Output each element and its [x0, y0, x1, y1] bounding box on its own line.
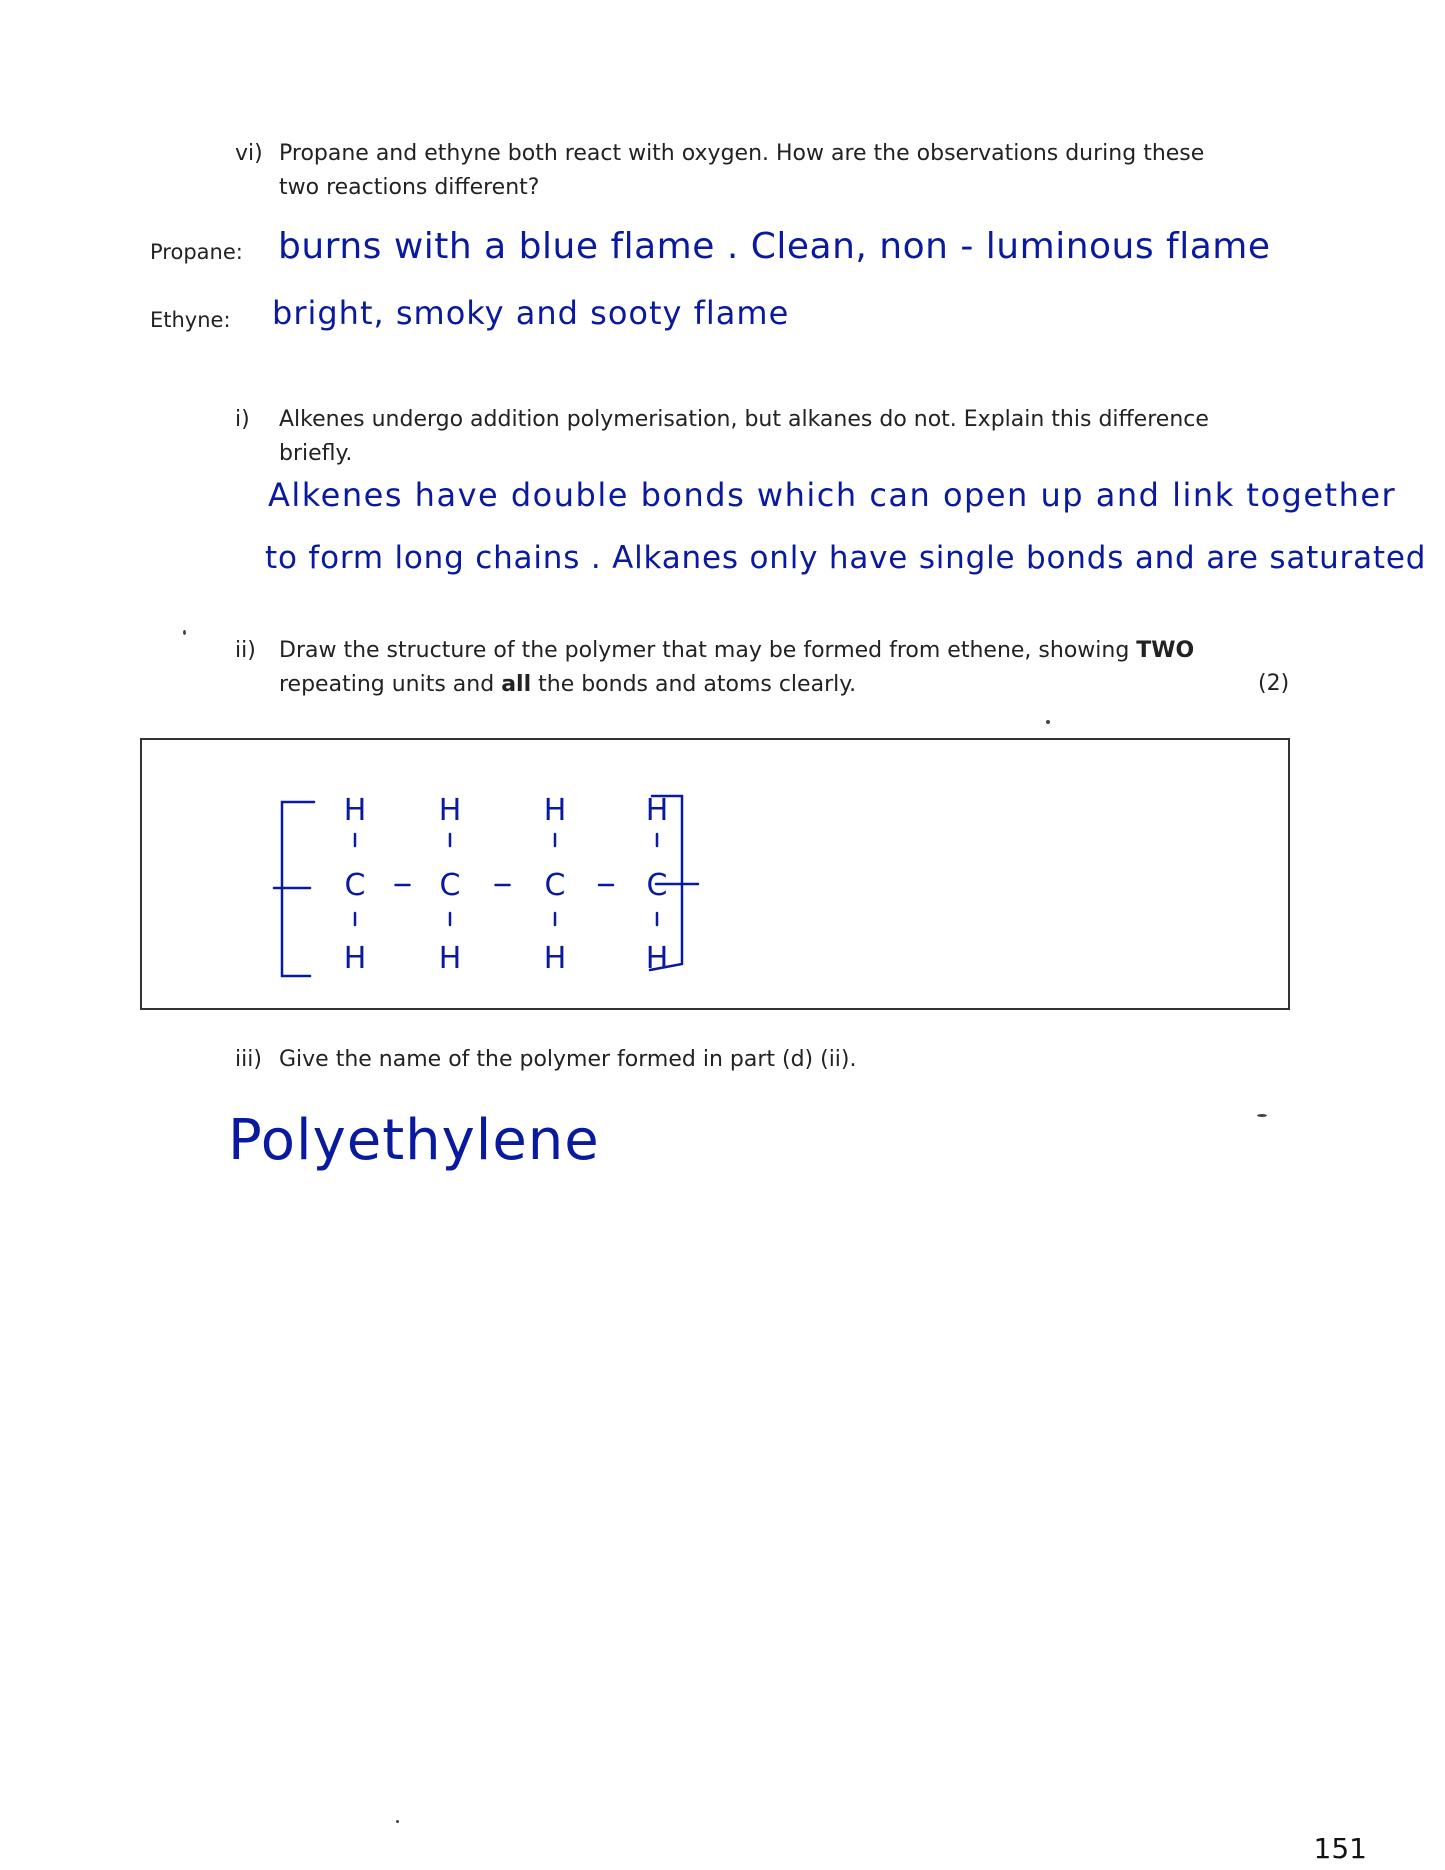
scan-speck — [396, 1820, 399, 1823]
question-iii-number: iii) — [235, 1047, 262, 1072]
question-vi-line1: Propane and ethyne both react with oxygen. How are the observations during these — [279, 141, 1205, 166]
question-iii-answer: Polyethylene — [228, 1108, 600, 1173]
question-iii — [235, 1043, 1295, 1083]
hydrogen-atom-bottom: H — [645, 941, 669, 976]
propane-answer: burns with a blue flame . Clean, non - luminous flame — [278, 226, 1271, 267]
hydrogen-atom-bottom: H — [543, 941, 567, 976]
hydrogen-atom-top: H — [343, 793, 367, 828]
question-ii-line2-text-b: the bonds and atoms clearly. — [531, 672, 857, 697]
question-ii-line1 — [279, 634, 1194, 668]
question-vi-number: vi) — [235, 141, 263, 166]
question-ii-emphasis-two: TWO — [1136, 638, 1195, 663]
ethyne-label: Ethyne: — [150, 308, 231, 332]
page-number: 151 — [1313, 1832, 1367, 1865]
answer-drawing-box — [140, 738, 1290, 1010]
question-ii-line2-text-a: repeating units and — [279, 672, 502, 697]
carbon-atom: C — [344, 868, 366, 903]
question-vi — [235, 137, 1295, 207]
scan-speck — [183, 630, 186, 635]
carbon-atom: C — [646, 868, 668, 903]
hydrogen-atom-top: H — [543, 793, 567, 828]
question-vi-line2: two reactions different? — [279, 175, 540, 200]
question-ii-marks: (2) — [1258, 671, 1290, 696]
ethyne-answer: bright, smoky and sooty flame — [272, 294, 790, 332]
question-i — [235, 403, 1295, 473]
hydrogen-atom-top: H — [645, 793, 669, 828]
question-i-line1: Alkenes undergo addition polymerisation, but alkanes do not. Explain this difference — [279, 407, 1209, 432]
question-ii-emphasis-all: all — [501, 672, 532, 697]
carbon-atom: C — [544, 868, 566, 903]
question-ii-line1-text: Draw the structure of the polymer that may be formed from ethene, showing — [279, 638, 1137, 663]
question-i-answer-line1: Alkenes have double bonds which can open up and link together — [268, 476, 1397, 514]
question-i-line2: briefly. — [279, 441, 353, 466]
hydrogen-atom-top: H — [438, 793, 462, 828]
hydrogen-atom-bottom: H — [343, 941, 367, 976]
question-i-answer-line2: to form long chains . Alkanes only have single bonds and are saturated — [265, 540, 1427, 576]
question-ii-number: ii) — [235, 638, 256, 663]
question-i-number: i) — [235, 407, 250, 432]
propane-label: Propane: — [150, 240, 243, 264]
carbon-atom: C — [439, 868, 461, 903]
question-iii-text: Give the name of the polymer formed in part (d) (ii). — [279, 1047, 857, 1072]
question-ii-line2 — [279, 668, 856, 702]
hydrogen-atom-bottom: H — [438, 941, 462, 976]
polymer-structure-drawing — [142, 740, 1288, 1008]
scan-speck — [1046, 720, 1050, 724]
scan-speck — [1257, 1114, 1267, 1117]
question-ii — [235, 634, 1295, 704]
